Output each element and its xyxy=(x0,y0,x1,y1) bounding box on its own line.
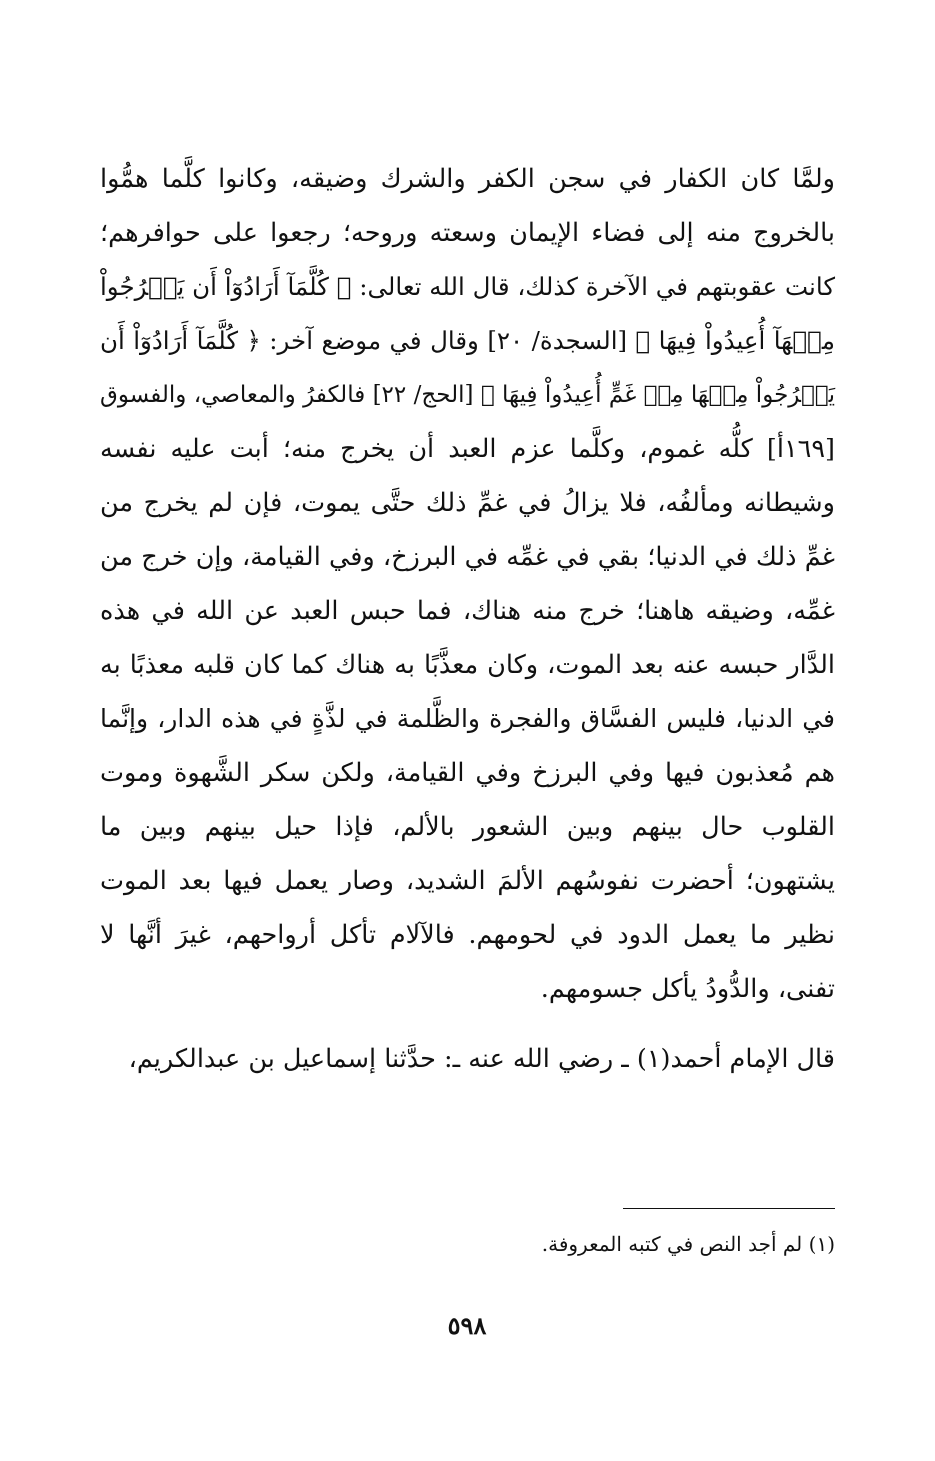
text-line: غمِّ ذلك في الدنيا؛ بقي في غمِّه في البرزخ، وفي القيامة، وإن خرج من xyxy=(100,542,835,572)
footnote: (١) لم أجد النص في كتبه المعروفة. xyxy=(541,1232,835,1256)
text-line: ولمَّا كان الكفار في سجن الكفر والشرك وضيقه، وكانوا كلَّما همُّوا xyxy=(100,164,835,194)
text-line: يَخۡرُجُواْ مِنۡهَا مِنۡ غَمٍّ أُعِيدُواْ فِيهَا ﴾ [الحج/ ٢٢] فالكفرُ والمعاصي، والفسوق xyxy=(100,382,835,408)
text-line: تفنى، والدُّودُ يأكل جسومهم. xyxy=(540,974,835,1004)
text-line: وشيطانه ومألفُه، فلا يزالُ في غمِّ ذلك حتَّى يموت، فإن لم يخرج من xyxy=(100,488,835,518)
text-line: القلوب حال بينهم وبين الشعور بالألم، فإذا حيل بينهم وبين ما xyxy=(100,812,835,842)
text-line: مِنۡهَآ أُعِيدُواْ فِيهَا ﴾ [السجدة/ ٢٠] وقال في موضع آخر: ﴿ كُلَّمَآ أَرَادُوٓاْ أَن xyxy=(100,326,835,355)
page-number: ٥٩٨ xyxy=(447,1311,487,1340)
text-line: هم مُعذبون فيها وفي البرزخ وفي القيامة، ولكن سكر الشَّهوة وموت xyxy=(100,758,835,788)
text-line: كانت عقوبتهم في الآخرة كذلك، قال الله تعالى: ﴿ كُلَّمَآ أَرَادُوٓاْ أَن يَخۡرُجُواْ xyxy=(100,272,835,301)
footnote-divider xyxy=(623,1208,835,1209)
paragraph-gap xyxy=(100,1016,835,1032)
main-text xyxy=(100,152,835,1086)
text-line: الدَّار حبسه عنه بعد الموت، وكان معذَّبًا به هناك كما كان قلبه معذبًا به xyxy=(100,650,835,680)
text-line: بالخروج منه إلى فضاء الإيمان وسعته وروحه؛ رجعوا على حوافرهم؛ xyxy=(100,218,835,248)
text-line: [١٦٩أ] كلُّه غموم، وكلَّما عزم العبد أن يخرج منه؛ أبت عليه نفسه xyxy=(100,434,835,464)
text-line: غمِّه، وضيقه هاهنا؛ خرج منه هناك، فما حبس العبد عن الله في هذه xyxy=(100,596,835,626)
text-line: يشتهون؛ أحضرت نفوسُهم الألمَ الشديد، وصار يعمل فيها بعد الموت xyxy=(100,866,835,896)
text-line: في الدنيا، فليس الفسَّاق والفجرة والظَّلمة في لذَّةٍ في هذه الدار، وإنَّما xyxy=(100,704,835,733)
second-paragraph: قال الإمام أحمد(١) ـ رضي الله عنه ـ: حدَّثنا إسماعيل بن عبدالكريم، xyxy=(128,1044,835,1074)
text-line: نظير ما يعمل الدود في لحومهم. فالآلام تأكل أرواحهم، غيرَ أنَّها لا xyxy=(100,920,835,950)
